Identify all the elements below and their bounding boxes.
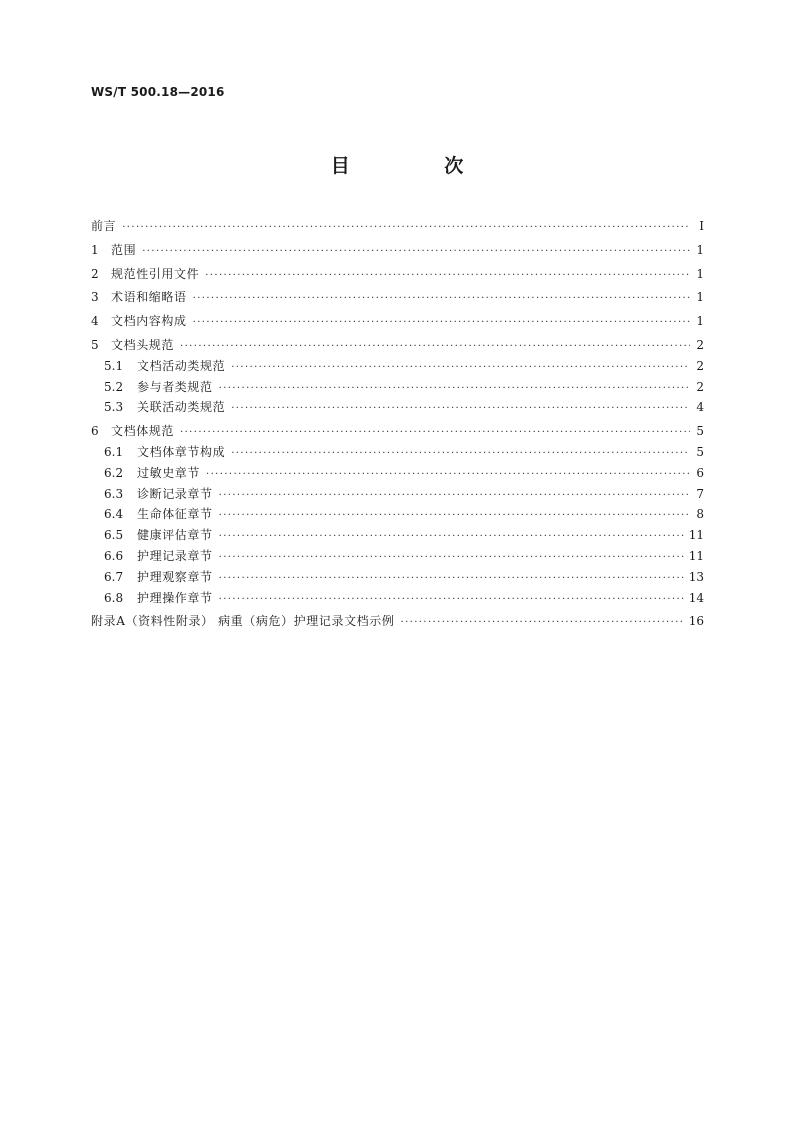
toc-entry-page-number: 1 (696, 266, 704, 281)
toc-entry[interactable] (91, 397, 704, 418)
toc-entry-number: 6.6 (104, 548, 124, 563)
toc-entry-page-number: 5 (696, 424, 704, 439)
toc-dot-leader (122, 218, 690, 238)
toc-dot-leader (205, 266, 690, 286)
toc-entry-page-number: 11 (688, 528, 704, 543)
toc-entry-title: 文档活动类规范 (137, 358, 226, 373)
toc-entry-number: 6.5 (104, 528, 124, 543)
toc-entry-page-number: 7 (696, 486, 704, 501)
toc-entry-page-number: 14 (688, 590, 704, 605)
toc-dot-leader (193, 289, 690, 309)
toc-entry-page-number: 1 (696, 314, 704, 329)
toc-entry-page-number: 4 (696, 400, 704, 415)
toc-entry-title: 文档体规范 (111, 424, 175, 439)
toc-entry-number: 6.7 (104, 569, 124, 584)
toc-dot-leader (219, 506, 690, 526)
toc-entry-number: 5.1 (104, 358, 124, 373)
toc-entry[interactable] (91, 264, 704, 285)
toc-entry-title: 附录A（资料性附录） 病重（病危）护理记录文档示例 (91, 614, 395, 629)
toc-entry-title: 术语和缩略语 (111, 290, 187, 305)
toc-dot-leader (231, 358, 690, 378)
toc-entry[interactable] (91, 240, 704, 261)
toc-entry-page-number: 2 (696, 337, 704, 352)
toc-entry[interactable] (91, 567, 704, 588)
toc-entry-page-number: 1 (696, 242, 704, 257)
standard-code: WS/T 500.18—2016 (91, 85, 225, 99)
toc-entry-page-number: 6 (696, 465, 704, 480)
toc-entry-title: 范围 (111, 242, 137, 257)
toc-dot-leader (219, 379, 690, 399)
toc-entry-page-number: 16 (688, 614, 704, 629)
toc-entry[interactable] (91, 356, 704, 377)
toc-entry[interactable] (91, 525, 704, 546)
toc-entry-page-number: 1 (696, 290, 704, 305)
toc-dot-leader (219, 548, 685, 568)
toc-dot-leader (193, 313, 690, 333)
toc-entry-title: 护理观察章节 (137, 569, 213, 584)
toc-entry-number: 5.3 (104, 400, 124, 415)
toc-entry[interactable] (91, 484, 704, 505)
toc-entry-number: 5 (91, 337, 99, 352)
toc-entry[interactable] (91, 216, 704, 237)
toc-entry[interactable] (91, 377, 704, 398)
toc-entry[interactable] (91, 588, 704, 609)
toc-dot-leader (180, 337, 690, 357)
toc-entry-title: 护理操作章节 (137, 590, 213, 605)
toc-entry[interactable] (91, 546, 704, 567)
toc-dot-leader (142, 242, 690, 262)
toc-entry[interactable] (91, 287, 704, 308)
toc-entry-number: 1 (91, 242, 99, 257)
toc-dot-leader (219, 527, 685, 547)
toc-dot-leader (231, 444, 690, 464)
toc-entry-title: 健康评估章节 (137, 528, 213, 543)
toc-entry[interactable] (91, 442, 704, 463)
toc-entry-title: 关联活动类规范 (137, 400, 226, 415)
toc-entry-title: 护理记录章节 (137, 548, 213, 563)
toc-entry-number: 5.2 (104, 379, 124, 394)
toc-entry-page-number: 11 (688, 548, 704, 563)
toc-entry-number: 6.2 (104, 465, 124, 480)
toc-entry-title: 前言 (91, 219, 117, 233)
toc-entry[interactable] (91, 611, 704, 632)
toc-entry-page-number: 8 (696, 507, 704, 522)
toc-dot-leader (206, 465, 690, 485)
toc-entry-number: 6.3 (104, 486, 124, 501)
toc-entry[interactable] (91, 504, 704, 525)
toc-entry[interactable] (91, 421, 704, 442)
toc-entry-number: 3 (91, 290, 99, 305)
toc-entry-title: 文档头规范 (111, 337, 175, 352)
toc-entry[interactable] (91, 311, 704, 332)
toc-dot-leader (219, 590, 685, 610)
toc-entry-number: 2 (91, 266, 99, 281)
toc-entry-number: 6.8 (104, 590, 124, 605)
toc-entry-number: 4 (91, 314, 99, 329)
toc-entry-page-number: Ⅰ (699, 219, 704, 233)
toc-dot-leader (219, 486, 690, 506)
toc-entry-title: 规范性引用文件 (111, 266, 200, 281)
toc-entry-page-number: 5 (696, 444, 704, 459)
toc-entry-title: 参与者类规范 (137, 379, 213, 394)
page-title: 目 次 (330, 155, 508, 177)
toc-entry-title: 诊断记录章节 (137, 486, 213, 501)
toc-entry-page-number: 2 (696, 379, 704, 394)
toc-entry-title: 生命体征章节 (137, 507, 213, 522)
toc-entry-page-number: 2 (696, 358, 704, 373)
toc-entry-number: 6.4 (104, 507, 124, 522)
table-of-contents (91, 216, 704, 632)
toc-entry-title: 文档体章节构成 (137, 444, 226, 459)
toc-entry-title: 文档内容构成 (111, 314, 187, 329)
toc-entry[interactable] (91, 463, 704, 484)
toc-entry-number: 6 (91, 424, 99, 439)
toc-dot-leader (400, 613, 684, 633)
toc-entry[interactable] (91, 335, 704, 356)
toc-entry-number: 6.1 (104, 444, 124, 459)
toc-entry-page-number: 13 (688, 569, 704, 584)
toc-dot-leader (231, 399, 690, 419)
toc-dot-leader (180, 423, 690, 443)
toc-entry-title: 过敏史章节 (137, 465, 201, 480)
toc-dot-leader (219, 569, 685, 589)
